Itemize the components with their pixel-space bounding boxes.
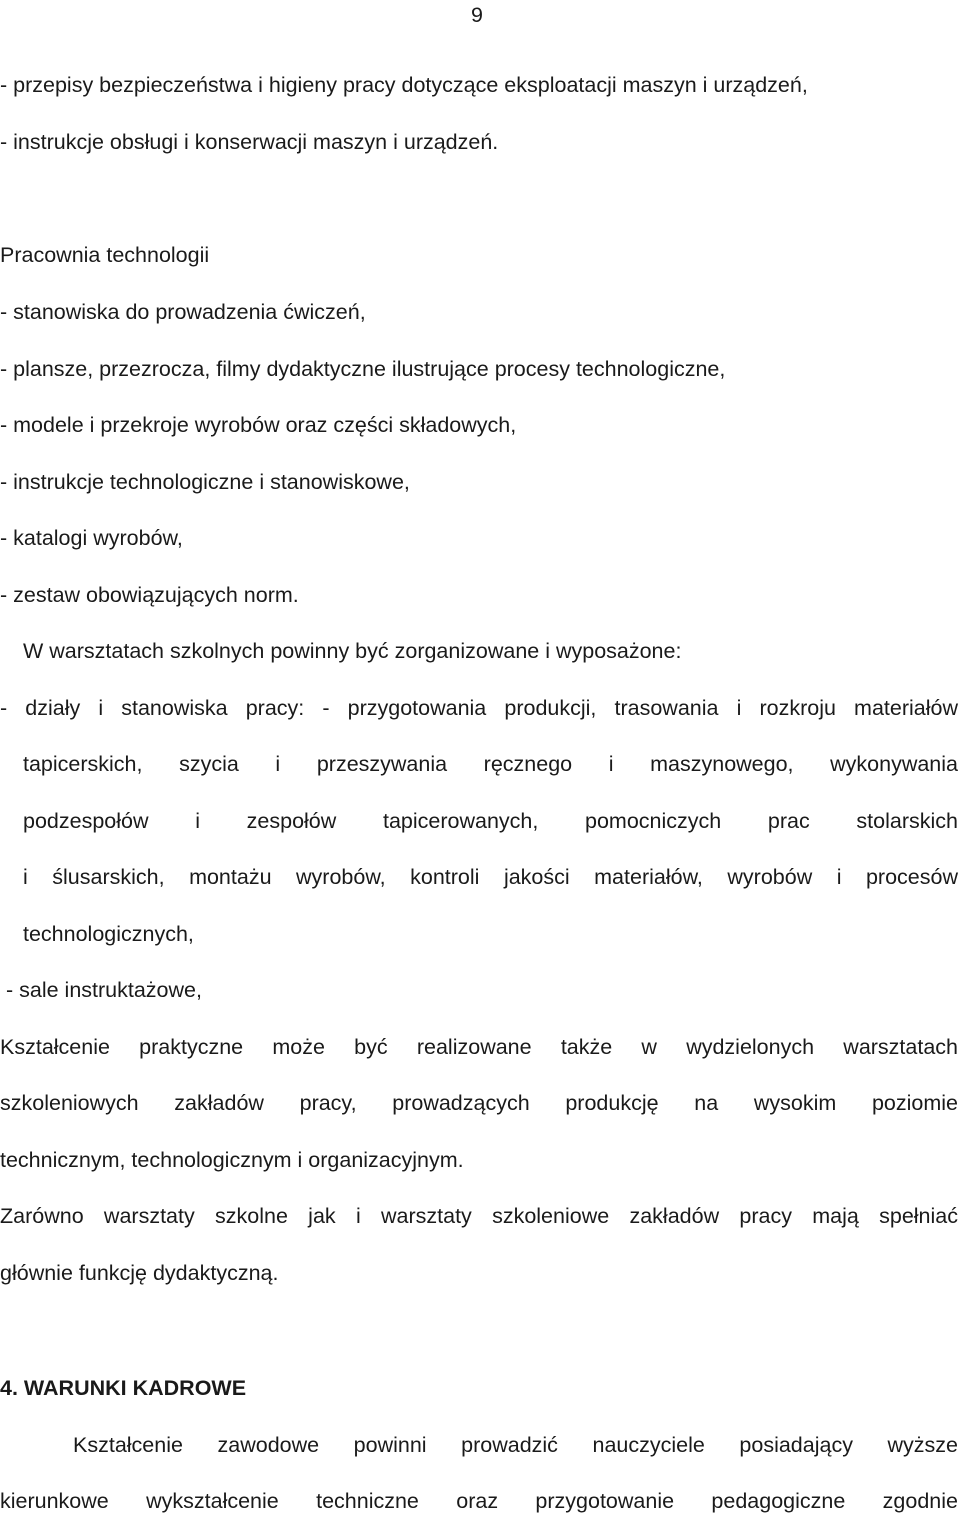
page-number: 9: [471, 3, 483, 27]
list-item: - sale instruktażowe,: [6, 978, 202, 1002]
list-item: - plansze, przezrocza, filmy dydaktyczne ilustrujące procesy technologiczne,: [0, 357, 726, 381]
paragraph-line: tapicerskich, szycia i przeszywania ręcznego i maszynowego, wykonywania: [23, 752, 958, 776]
paragraph-line: głównie funkcję dydaktyczną.: [0, 1261, 279, 1285]
paragraph-line: i ślusarskich, montażu wyrobów, kontroli jakości materiałów, wyrobów i procesów: [23, 865, 958, 889]
paragraph-line: technicznym, technologicznym i organizacyjnym.: [0, 1148, 464, 1172]
list-item: - instrukcje obsługi i konserwacji maszyn i urządzeń.: [0, 130, 499, 154]
paragraph-intro: W warsztatach szkolnych powinny być zorganizowane i wyposażone:: [23, 639, 682, 663]
list-item: - zestaw obowiązujących norm.: [0, 583, 299, 607]
paragraph-line: szkoleniowych zakładów pracy, prowadzących produkcję na wysokim poziomie: [0, 1091, 958, 1115]
paragraph-line: Zarówno warsztaty szkolne jak i warsztaty szkoleniowe zakładów pracy mają spełniać: [0, 1204, 958, 1228]
list-item: - instrukcje technologiczne i stanowiskowe,: [0, 470, 410, 494]
paragraph-line: Kształcenie zawodowe powinni prowadzić nauczyciele posiadający wyższe: [73, 1433, 958, 1457]
paragraph-line: - działy i stanowiska pracy: - przygotowania produkcji, trasowania i rozkroju materiałów: [0, 696, 958, 720]
paragraph-line: Kształcenie praktyczne może być realizowane także w wydzielonych warsztatach: [0, 1035, 958, 1059]
paragraph-line: technologicznych,: [23, 922, 194, 946]
paragraph-line: podzespołów i zespołów tapicerowanych, pomocniczych prac stolarskich: [23, 809, 958, 833]
paragraph-line: kierunkowe wykształcenie techniczne oraz przygotowanie pedagogiczne zgodnie: [0, 1489, 958, 1513]
section-heading: 4. WARUNKI KADROWE: [0, 1376, 247, 1400]
list-item: - katalogi wyrobów,: [0, 526, 183, 550]
list-item: - modele i przekroje wyrobów oraz części składowych,: [0, 413, 517, 437]
section-title: Pracownia technologii: [0, 243, 210, 267]
list-item: - przepisy bezpieczeństwa i higieny pracy dotyczące eksploatacji maszyn i urządzeń,: [0, 73, 808, 97]
list-item: - stanowiska do prowadzenia ćwiczeń,: [0, 300, 366, 324]
